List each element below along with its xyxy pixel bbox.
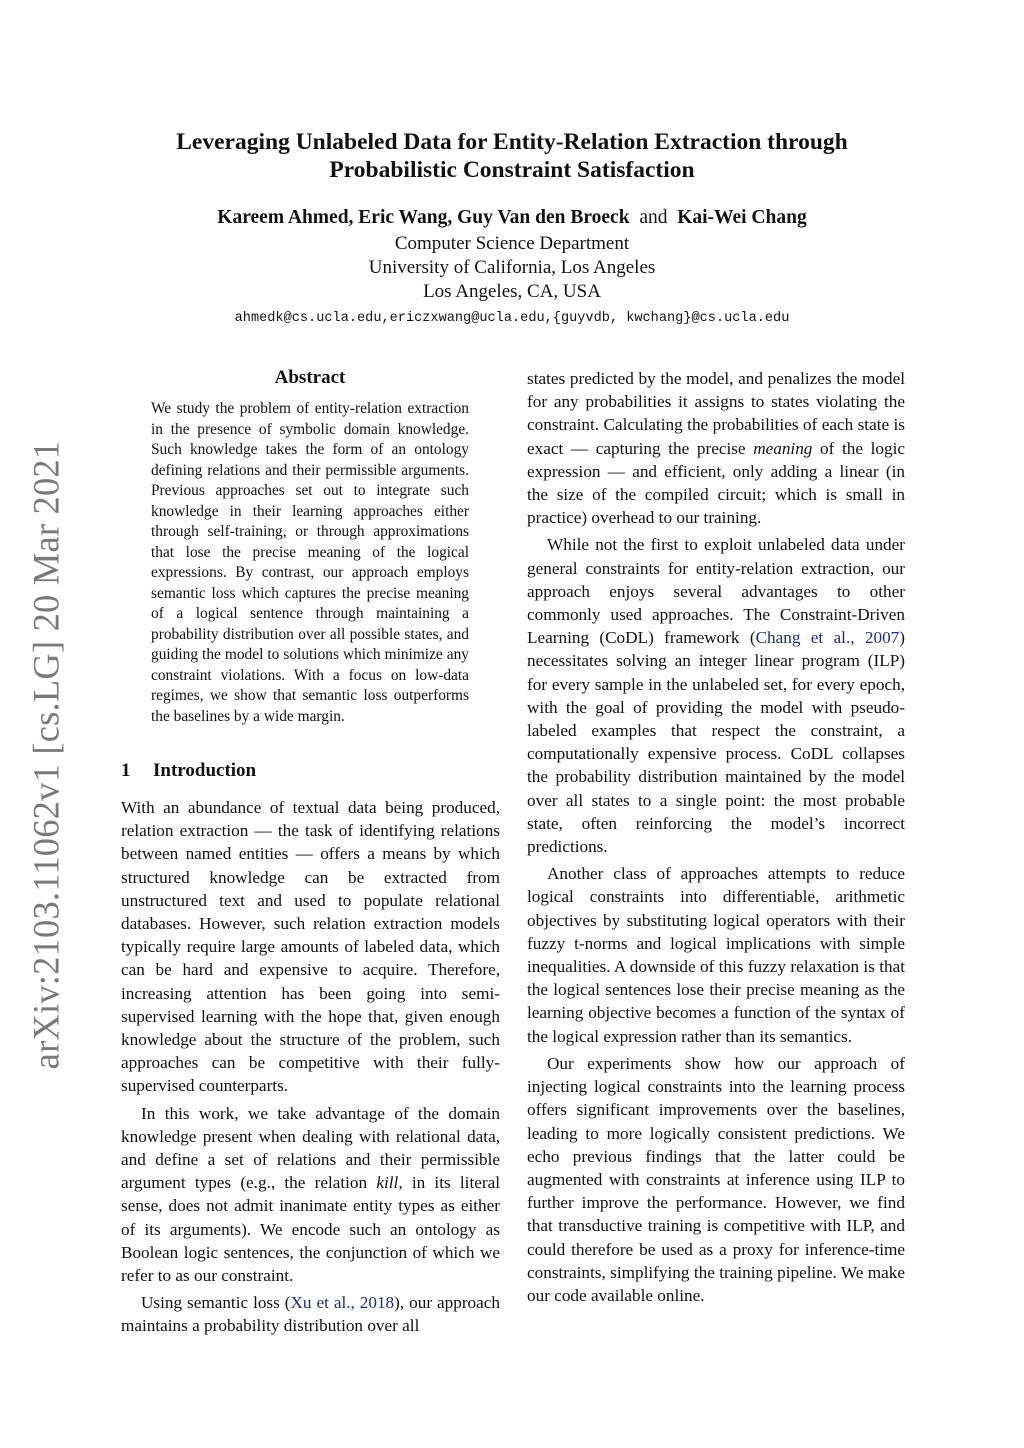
citation-xu-2018[interactable]: Xu et al., 2018 <box>290 1293 395 1313</box>
author-emails: ahmedk@cs.ucla.edu,ericzxwang@ucla.edu,{guyvdb, kwchang}@cs.ucla.edu <box>234 311 790 326</box>
intro-paragraph-1: With an abundance of textual data being produced, relation extraction — the task of identifying relations between named entities — offers a means by which structured knowledge can be extracted from unstructured text and used to populate relational databases. However, such relation extraction models typically require large amounts of labeled data, which can be hard and expensive to acquire. Therefore, increasing attention has been going into semi-supervised learning with the hope that, given enough knowledge about the structure of the problem, such approaches can be competitive with their fully-supervised counterparts. <box>121 798 500 1096</box>
affiliation-department: Computer Science Department <box>394 233 630 254</box>
affiliation-location: Los Angeles, CA, USA <box>423 281 601 302</box>
intro-paragraph-5: Another class of approaches attempts to reduce logical constraints into differentiable, arithmetic objectives by substituting logical operators with their fuzzy t-norms and logical implications with simple inequalities. A downside of this fuzzy relaxation is that the logical sentences lose their precise meaning as the learning objective becomes a function of the syntax of the logical expression rather than its semantics. <box>527 864 905 1046</box>
p2-kill-emphasis: kill <box>376 1173 399 1193</box>
section-title: Introduction <box>153 760 257 781</box>
arxiv-identifier <box>16 440 76 1070</box>
p3-end-text: of the logic expression — and efficient, only adding a linear (in the size of the compiled circuit; which is small in practice) overhead to our training. <box>527 438 905 528</box>
section-heading-introduction <box>121 759 501 783</box>
intro-paragraph-3-continued <box>527 367 905 529</box>
author-names: Kareem Ahmed, Eric Wang, Guy Van den Broeck <box>217 207 630 228</box>
left-column-body <box>121 796 500 1338</box>
p4-text-b: ) necessitates solving an integer linear program (ILP) for every sample in the unlabeled set, for every epoch, with the goal of providing the model with pseudo-labeled examples that respect the constraint, a computationally expensive process. CoDL collapses the probability distribution maintained by the model over all states to a single point: the most probable state, often reinforcing the model’s incorrect predictions. <box>527 628 905 857</box>
author-list <box>110 206 914 230</box>
abstract-heading: Abstract <box>274 367 346 388</box>
p4-text-a: While not the first to exploit unlabeled data under general constraints for entity-relation extraction, our approach enjoys several advantages to other commonly used approaches. The Constraint-Driven Learning (CoDL) framework ( <box>527 535 905 648</box>
paper-title: Leveraging Unlabeled Data for Entity-Relation Extraction through Probabilistic Constraint Satisfaction <box>176 129 848 183</box>
section-number: 1 <box>121 760 131 781</box>
citation-chang-2007[interactable]: Chang et al., 2007 <box>755 628 900 648</box>
intro-paragraph-3 <box>121 1291 500 1337</box>
p3-continued-text: states predicted by the model, and penalizes the model for any probabilities it assigns to states violating the constraint. Calculating the probabilities of each state is exact — capturing the precise <box>527 369 905 458</box>
p3-text-a: Using semantic loss ( <box>141 1293 291 1313</box>
intro-paragraph-2 <box>121 1102 500 1288</box>
p3-text-b: ), our approach maintains a probability distribution over all <box>121 1293 500 1336</box>
arxiv-identifier-text: arXiv:2103.11062v1 [cs.LG] 20 Mar 2021 <box>25 440 67 1070</box>
intro-paragraph-4 <box>527 533 905 858</box>
intro-paragraph-6: Our experiments show how our approach of injecting logical constraints into the learning process offers significant improvements over the baselines, leading to more logically consistent predictions. We echo previous findings that the latter could be augmented with constraints at inference using ILP to further improve the performance. However, we find that transductive training is competitive with ILP, and could therefore be used as a proxy for inference-time constraints, simplifying the training pipeline. We make our code available online. <box>527 1053 905 1305</box>
abstract-body: We study the problem of entity-relation extraction in the presence of symbolic domain knowledge. Such knowledge takes the form of an ontology defining relations and their permissible arguments. Previous approaches set out to integrate such knowledge in their learning approaches either through self-training, or through approximations that lose the precise meaning of the logical expressions. By contrast, our approach employs semantic loss which captures the precise meaning of a logical sentence through maintaining a probability distribution over all possible states, and guiding the model to solutions which minimize any constraint violations. With a focus on low-data regimes, we show that semantic loss outperforms the baselines by a wide margin. <box>151 400 469 725</box>
affiliation-university: University of California, Los Angeles <box>368 257 656 278</box>
p3-meaning-emphasis: meaning <box>753 438 813 458</box>
author-last: Kai-Wei Chang <box>677 207 807 228</box>
p2-text-a: In this work, we take advantage of the domain knowledge present when dealing with relational data, and define a set of relations and their permissible argument types (e.g., the relation <box>121 1103 500 1193</box>
p2-text-b: , in its literal sense, does not admit inanimate entity types as either of its arguments). We encode such an ontology as Boolean logic sentences, the conjunction of which we refer to as our constraint. <box>121 1173 500 1286</box>
author-conjunction: and <box>639 207 668 228</box>
right-column-body <box>527 367 905 1307</box>
